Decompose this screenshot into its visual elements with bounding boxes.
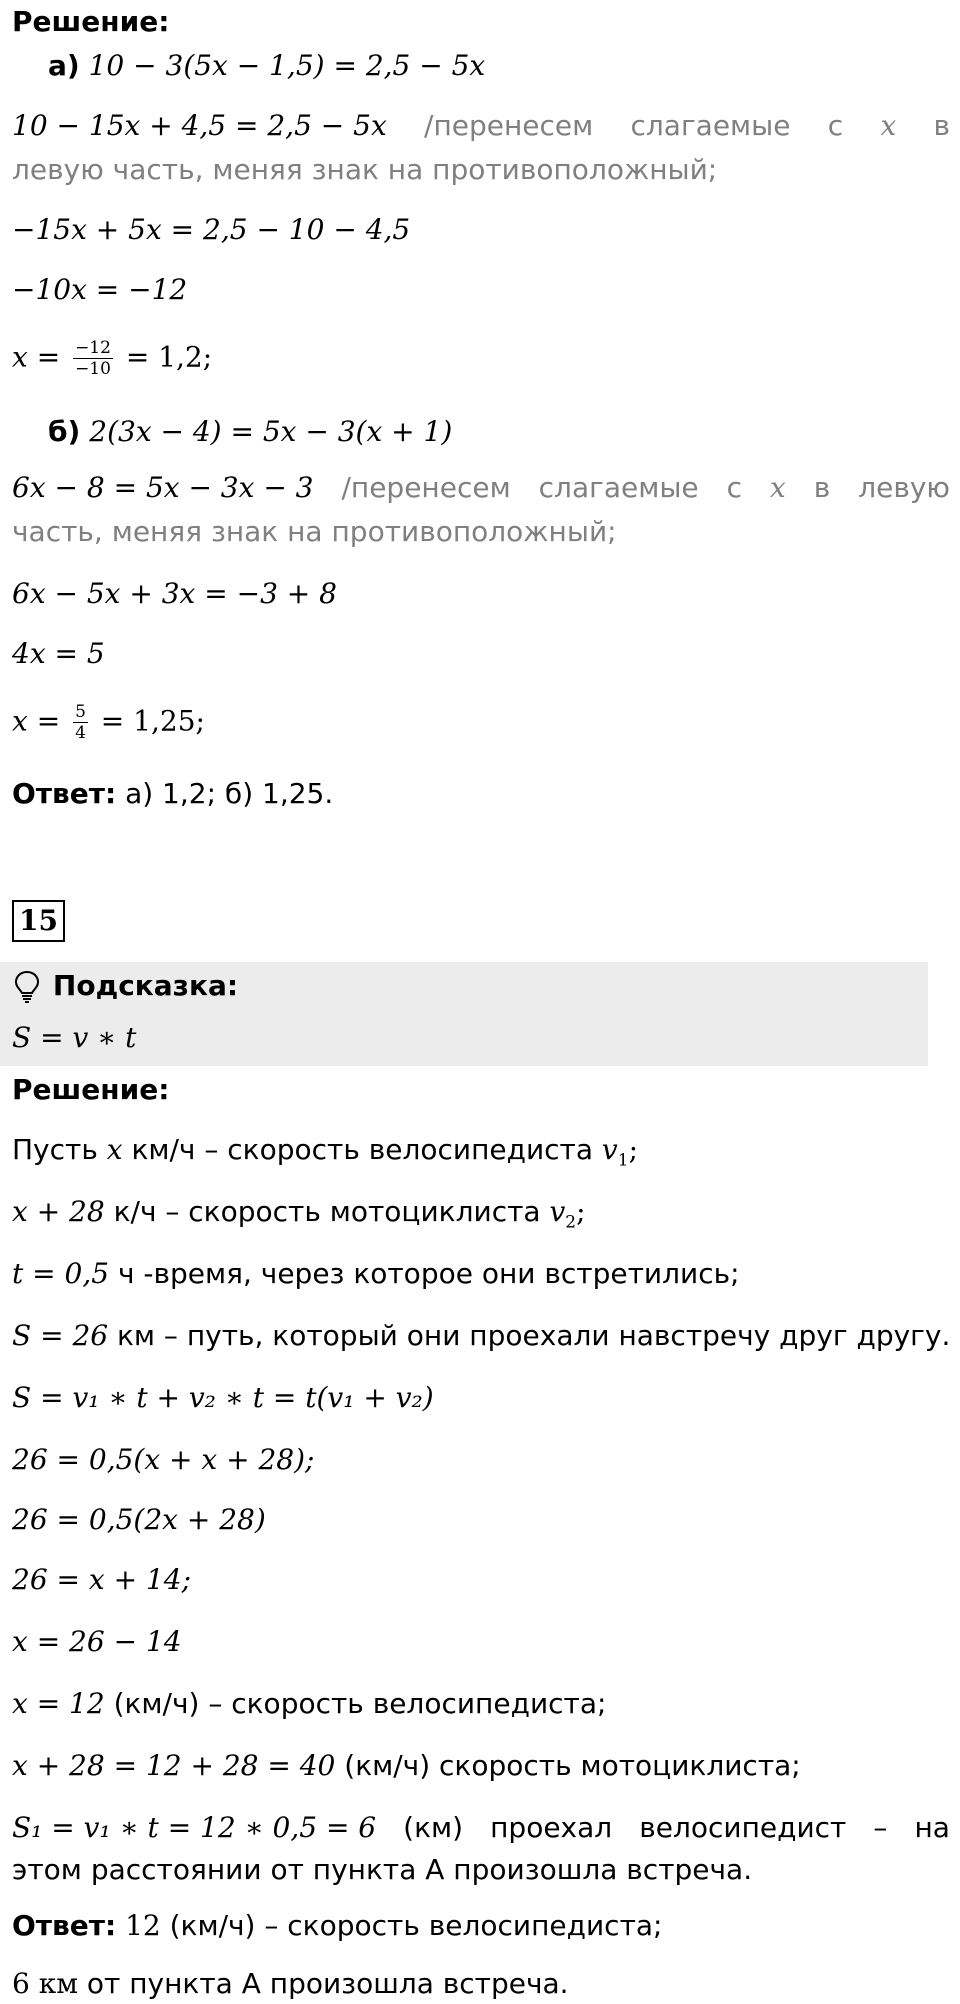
equation-line-3: 26 = 0,5(2x + 28) — [12, 1503, 266, 1536]
answer-14: Ответ: а) 1,2; б) 1,25. — [12, 777, 334, 810]
task-number: 15 — [12, 900, 65, 942]
task-b-step2: 6x − 5x + 3x = −3 + 8 — [12, 577, 337, 610]
task-a-equation: а) 10 − 3(5x − 1,5) = 2,5 − 5x — [48, 49, 486, 82]
given-speed-motorcyclist: x + 28 к/ч – скорость мотоциклиста $v_2$; — [12, 1195, 586, 1233]
task-b-step3: 4x = 5 — [12, 637, 105, 670]
task-b-note-continuation: часть, меняя знак на противоположный; — [12, 515, 617, 548]
hint-title: Подсказка: — [12, 968, 238, 1004]
task-a-result: x = $\frac{-12}{-10}$ = 1,2; — [12, 338, 213, 379]
task-b-equation: б) 2(3x − 4) = 5x − 3(x + 1) — [48, 415, 453, 448]
lightbulb-icon — [12, 970, 42, 1004]
task-a-note-continuation: левую часть, меняя знак на противоположный; — [12, 153, 718, 186]
given-time: t = 0,5 ч -время, через которое они встретились; — [12, 1257, 740, 1290]
result-motorcyclist-speed: x + 28 = 12 + 28 = 40 (км/ч) скорость мотоциклиста; — [12, 1749, 801, 1782]
result-cyclist-speed: x = 12 (км/ч) – скорость велосипедиста; — [12, 1687, 607, 1720]
solution-label-15: Решение: — [12, 1073, 170, 1106]
given-speed-cyclist: Пусть x км/ч – скорость велосипедиста $v_1$; — [12, 1133, 639, 1171]
given-distance: S = 26 км – путь, который они проехали навстречу друг другу. — [12, 1319, 951, 1352]
fraction: $\frac{-12}{-10}$ — [75, 338, 111, 379]
task-b-result: x = $\frac{5}{4}$ = 1,25; — [12, 702, 205, 743]
result-distance: S₁ = v₁ ∗ t = 12 ∗ 0,5 = 6 (км) проехал велосипедист – на — [12, 1811, 950, 1844]
hint-box — [0, 962, 928, 1066]
equation-line-5: x = 26 − 14 — [12, 1625, 182, 1658]
result-distance-continuation: этом расстоянии от пункта А произошла встреча. — [12, 1853, 753, 1886]
task-a-step1: 10 − 15x + 4,5 = 2,5 − 5x /перенесем слагаемые с x в — [12, 109, 950, 142]
task-a-step3: −10x = −12 — [12, 273, 188, 306]
equation-line-4: 26 = x + 14; — [12, 1563, 192, 1596]
equation-line-2: 26 = 0,5(x + x + 28); — [12, 1443, 315, 1476]
hint-formula: S = v ∗ t — [12, 1021, 137, 1054]
answer-15-continuation: 6 км от пункта А произошла встреча. — [12, 1967, 569, 2000]
answer-15: Ответ: 12 (км/ч) – скорость велосипедиста; — [12, 1909, 663, 1942]
task-b-step1: 6x − 8 = 5x − 3x − 3 /перенесем слагаемые с x в левую — [12, 471, 950, 504]
solution-label: Решение: — [12, 5, 170, 38]
task-a-step2: −15x + 5x = 2,5 − 10 − 4,5 — [12, 213, 411, 246]
equation-line-1: S = v₁ ∗ t + v₂ ∗ t = t(v₁ + v₂) — [12, 1381, 434, 1414]
fraction: $\frac{5}{4}$ — [75, 702, 86, 743]
